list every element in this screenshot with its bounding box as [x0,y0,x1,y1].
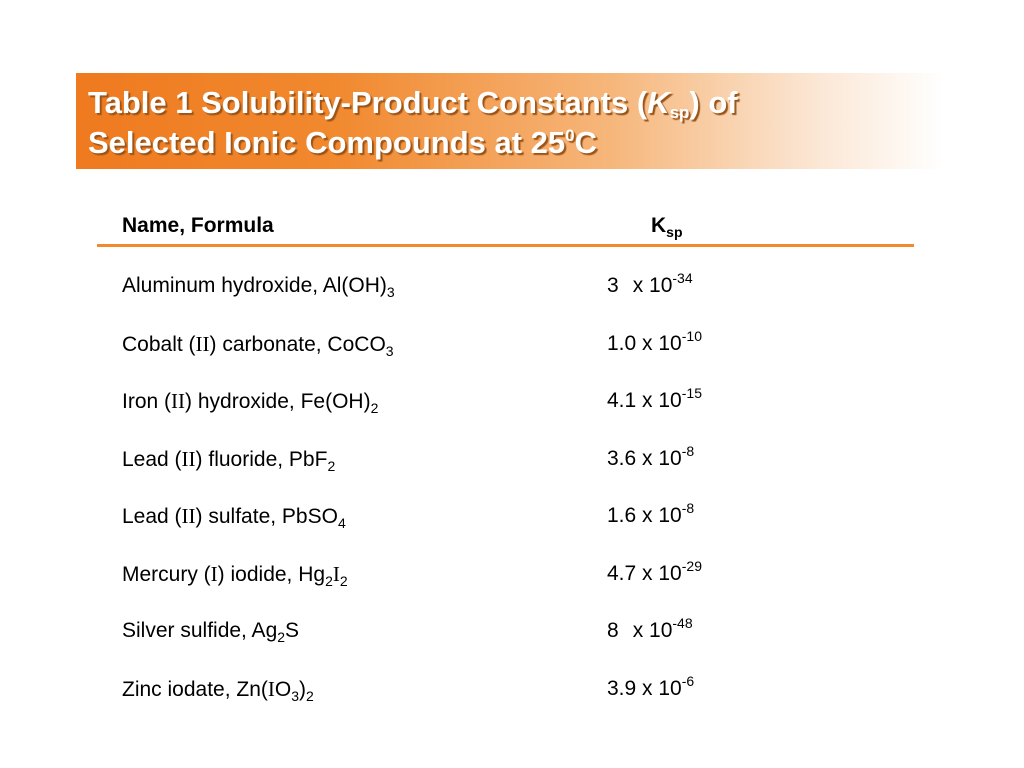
title-line-1 [88,83,738,123]
compound-name-formula: Cobalt (II) carbonate, CoCO$_3$ [122,331,394,359]
ksp-value: 3.9 x $10^{-6}$ [607,672,695,700]
ksp-value: 4.1 x $10^{-15}$ [607,385,702,412]
title-line1-suffix: ) of [689,85,738,120]
compound-name-formula: Lead (II) sulfate, PbSO$_4$ [122,504,346,531]
table-row [0,616,1024,674]
column-header-name: Name, Formula [122,214,274,237]
table-row [0,559,1024,617]
table-body [0,271,1024,731]
ksp-value: 1.6 x $10^{-8}$ [607,500,695,527]
compound-name-formula: Iron (II) hydroxide, $Fe(OH)_2$ [122,389,379,416]
compound-name-formula: Zinc iodate, $Zn(IO_3)_2$ [122,676,314,704]
table-row [0,271,1024,329]
table-row [0,444,1024,502]
title-k-subscript: sp [669,103,690,122]
column-header-ksp [651,212,683,240]
ksp-k: K [651,214,667,237]
compound-name-formula: Mercury (I) iodide, $Hg_2I_2$ [122,561,348,589]
title-k: K [647,85,670,120]
table-row [0,674,1024,732]
table-title [88,83,738,163]
table-row [0,386,1024,444]
title-line2-prefix: Selected Ionic Compounds at 25 [88,125,566,160]
ksp-value: 3.6 x $10^{-8}$ [607,442,695,470]
compound-name-formula: Aluminum hydroxide, $Al(OH)_3$ [122,274,395,300]
title-line-2 [88,123,738,163]
ksp-value: 3 x $10^{-34}$ [607,270,693,297]
ksp-subscript: sp [666,224,683,240]
title-degree-superscript: 0 [565,126,575,145]
table-row [0,501,1024,559]
title-line1-prefix: Table 1 Solubility-Product Constants ( [88,85,648,120]
ksp-value: 4.7 x $10^{-29}$ [607,557,702,585]
ksp-value: 8 x $10^{-48}$ [607,615,693,642]
ksp-value: 1.0 x $10^{-10}$ [607,327,702,355]
title-banner [76,73,944,169]
header-divider [97,244,914,247]
compound-name-formula: Silver sulfide, $Ag_2S$ [122,619,300,645]
table-row [0,329,1024,387]
title-line2-suffix: C [574,125,598,160]
compound-name-formula: Lead (II) fluoride, PbF$_2$ [122,446,336,474]
